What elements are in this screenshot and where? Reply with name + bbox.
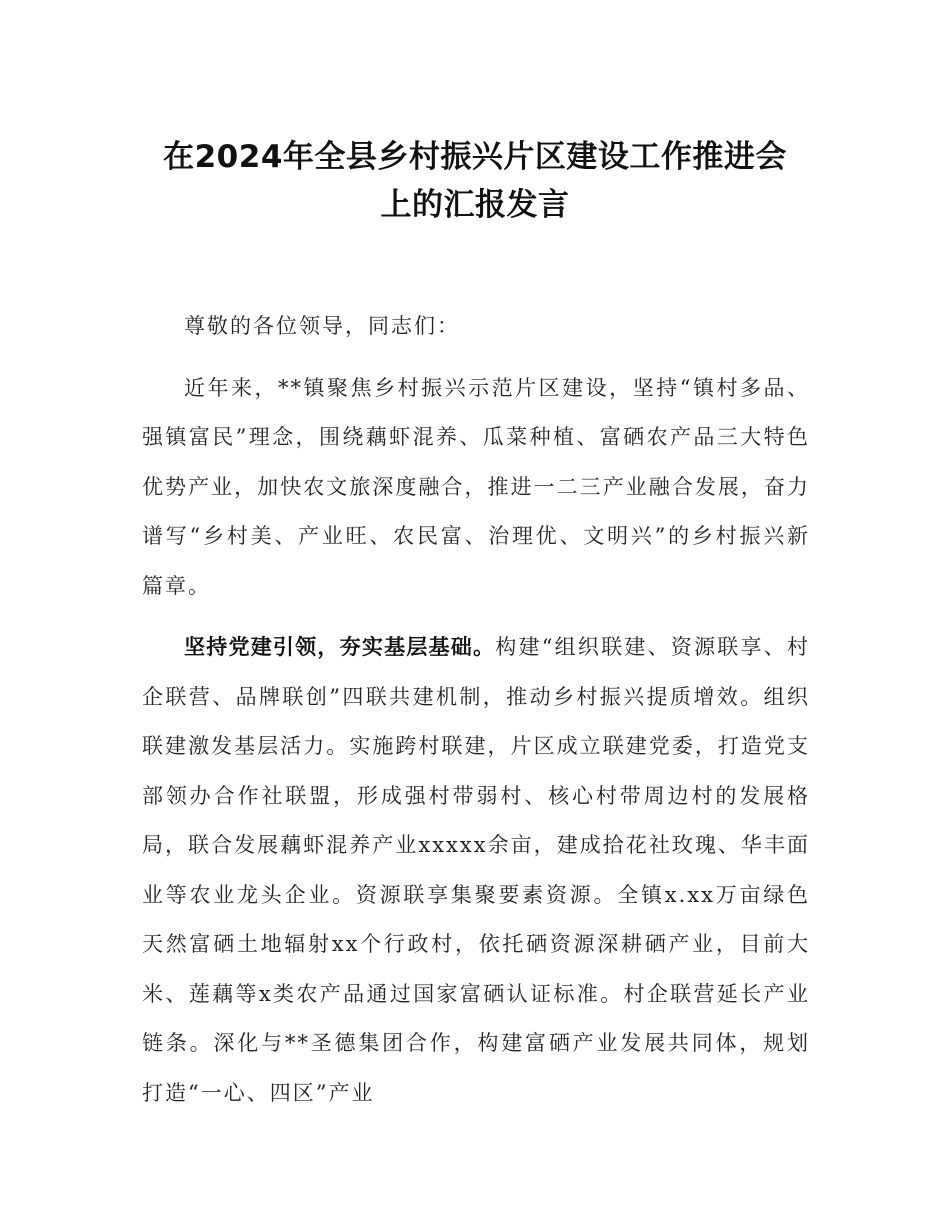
section-1-paragraph: [142, 623, 810, 1118]
document-title: [120, 133, 830, 229]
title-line-1: 在2024年全县乡村振兴片区建设工作推进会: [163, 138, 787, 175]
salutation: 尊敬的各位领导，同志们：: [184, 314, 460, 338]
intro-paragraph: 近年来，**镇聚焦乡村振兴示范片区建设，坚持“镇村多品、强镇富民”理念，围绕藕虾混养、瓜菜种植、富硒农产品三大特色优势产业，加快农文旅深度融合，推进一二三产业融合发展，奋力谱写“乡村美、产业旺、农民富、治理优、文明兴”的乡村振兴新篇章。: [142, 375, 810, 598]
section-1-heading: 坚持党建引领，夯实基层基础。: [184, 635, 496, 659]
document-body: [142, 302, 810, 1118]
section-1-text: 构建“组织联建、资源联享、村企联营、品牌联创”四联共建机制，推动乡村振兴提质增效。组织联建激发基层活力。实施跨村联建，片区成立联建党委，打造党支部领办合作社联盟，形成强村带弱村、核心村带周边村的发展格局，联合发展藕虾混养产业xxxxx余亩，建成拾花社玫瑰、华丰面业等农业龙头企业。资源联享集聚要素资源。全镇x.xx万亩绿色天然富硒土地辐射xx个行政村，依托硒资源深耕硒产业，目前大米、莲藕等x类农产品通过国家富硒认证标准。村企联营延长产业链条。深化与**圣德集团合作，构建富硒产业发展共同体，规划打造“一心、四区”产业: [142, 635, 810, 1105]
title-line-2: 上的汇报发言: [380, 186, 570, 223]
